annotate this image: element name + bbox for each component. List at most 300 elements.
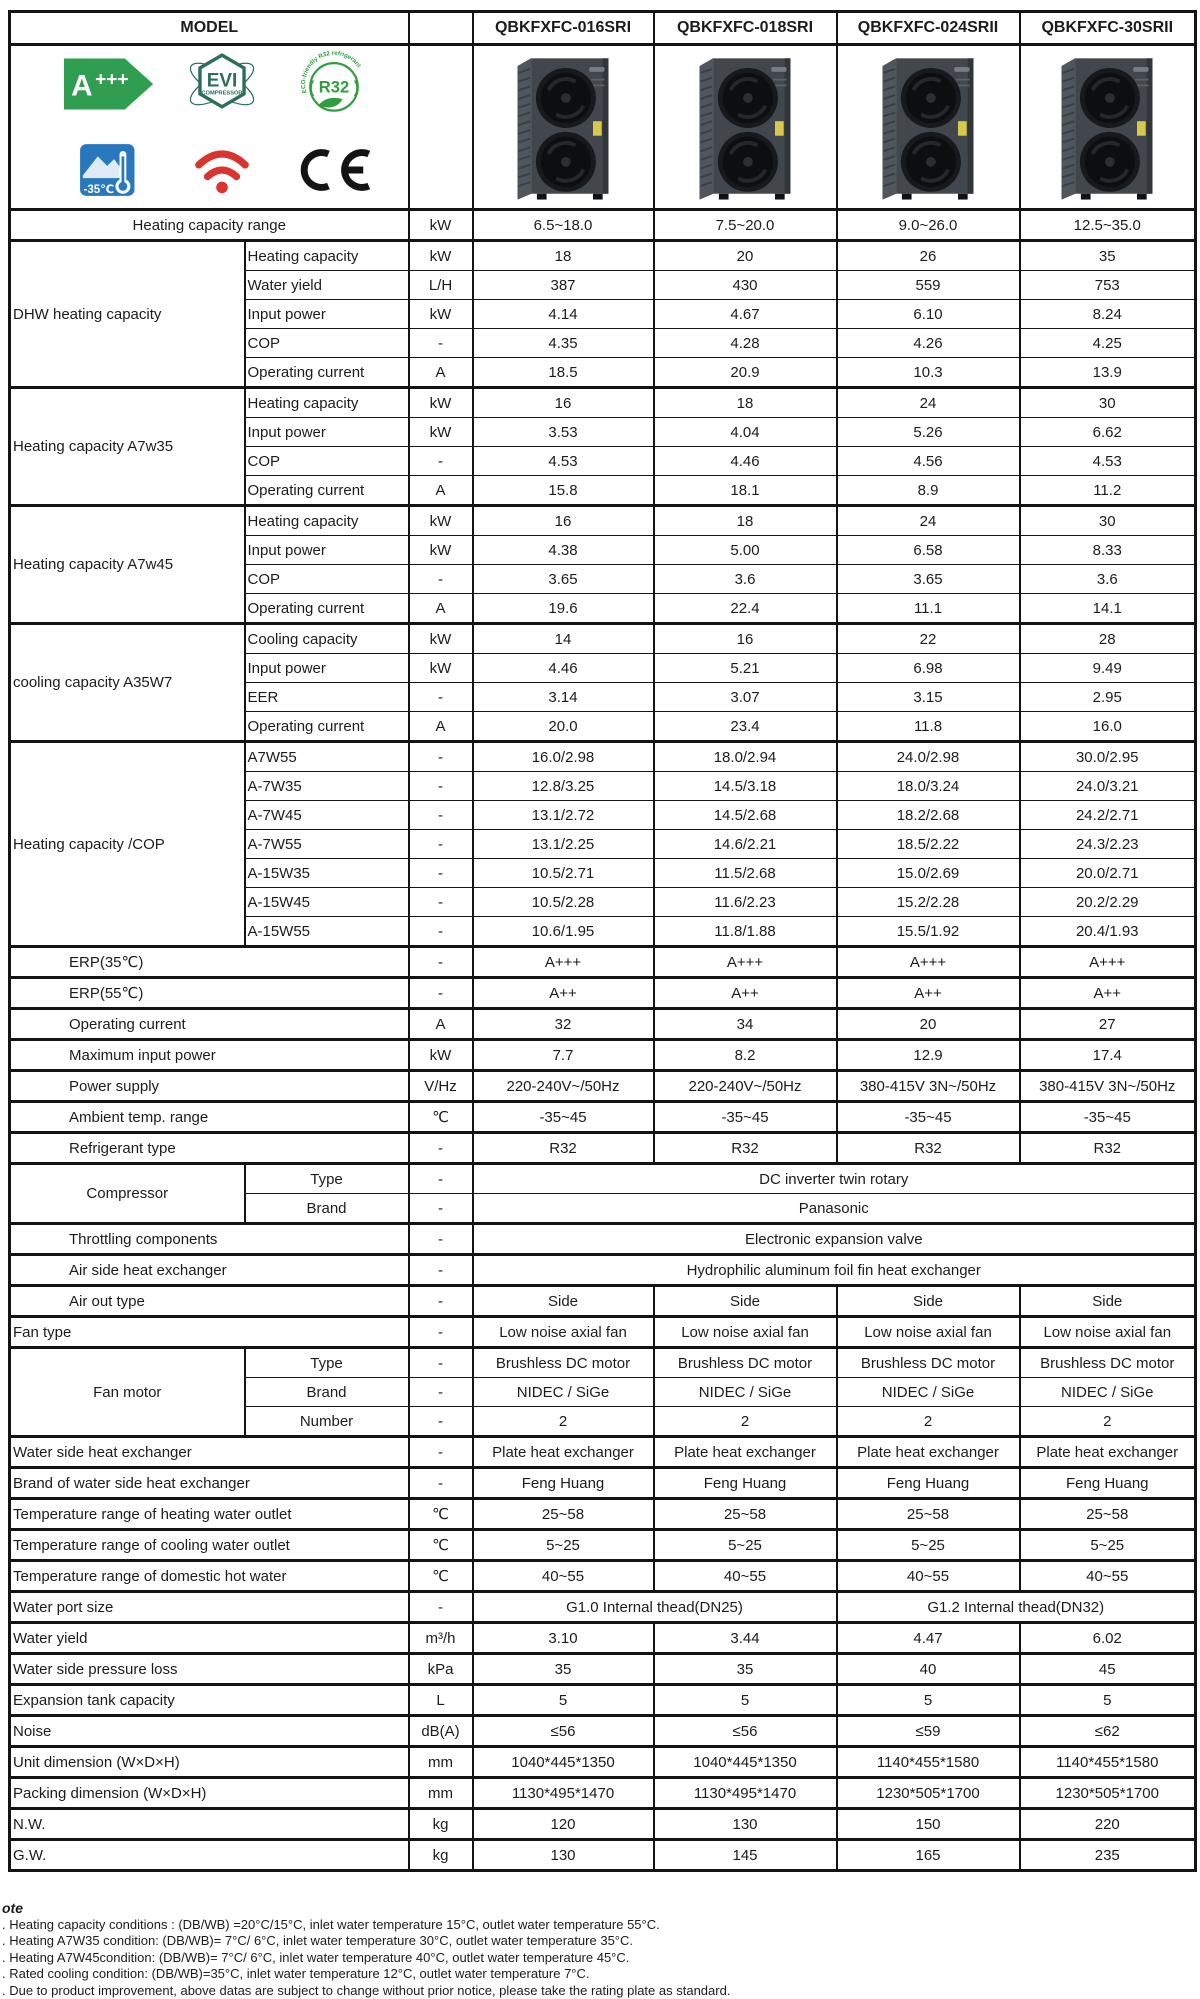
- spec-row: [10, 947, 1196, 978]
- row-label: Throttling components: [10, 1224, 409, 1255]
- value-cell: 10.5/2.28: [473, 888, 654, 917]
- value-cell: 11.1: [837, 594, 1020, 624]
- value-cell: 16.0/2.98: [473, 742, 654, 772]
- value-cell: 1140*455*1580: [837, 1747, 1020, 1778]
- row-label: ERP(55℃): [10, 978, 409, 1009]
- unit-cell: m³/h: [409, 1623, 473, 1654]
- value-cell: 4.25: [1020, 329, 1196, 358]
- model-header-row: [10, 12, 1196, 45]
- row-sublabel: Input power: [245, 654, 409, 683]
- svg-text:ECO-friendly R32 refrigerant: ECO-friendly R32 refrigerant: [300, 50, 362, 94]
- value-cell: 23.4: [654, 712, 837, 742]
- value-cell: A+++: [1020, 947, 1196, 978]
- unit-cell: -: [409, 772, 473, 801]
- value-cell: 9.0~26.0: [837, 210, 1020, 241]
- row-sublabel: COP: [245, 565, 409, 594]
- spec-row: [10, 1499, 1196, 1530]
- value-cell: 1040*445*1350: [654, 1747, 837, 1778]
- value-cell: NIDEC / SiGe: [654, 1378, 837, 1407]
- spec-row: [10, 1040, 1196, 1071]
- merged-value-cell: DC inverter twin rotary: [473, 1164, 1196, 1194]
- value-cell: Plate heat exchanger: [654, 1437, 837, 1468]
- row-sublabel: Heating capacity: [245, 241, 409, 271]
- product-photo-cell-0: [473, 45, 654, 210]
- value-cell: 28: [1020, 624, 1196, 654]
- value-cell: 18: [654, 506, 837, 536]
- row-label: G.W.: [10, 1840, 409, 1871]
- spec-row: [10, 1102, 1196, 1133]
- unit-cell: L: [409, 1685, 473, 1716]
- value-cell: 20.9: [654, 358, 837, 388]
- row-sublabel: Water yield: [245, 271, 409, 300]
- value-cell: 220-240V~/50Hz: [654, 1071, 837, 1102]
- value-cell: 2: [1020, 1407, 1196, 1437]
- value-cell: 8.9: [837, 476, 1020, 506]
- value-cell: A+++: [473, 947, 654, 978]
- value-cell: 10.3: [837, 358, 1020, 388]
- spec-row: [10, 1224, 1196, 1255]
- row-label: Power supply: [10, 1071, 409, 1102]
- row-label: N.W.: [10, 1809, 409, 1840]
- value-cell: 11.8: [837, 712, 1020, 742]
- value-cell: 34: [654, 1009, 837, 1040]
- footnote-line: . Heating capacity conditions : (DB/WB) =20°C/15°C, inlet water temperature 15°C, outlet water temperature 55°C.: [2, 1917, 1200, 1934]
- value-cell: 40: [837, 1654, 1020, 1685]
- value-cell: 130: [654, 1809, 837, 1840]
- value-cell: 380-415V 3N~/50Hz: [1020, 1071, 1196, 1102]
- spec-row: [10, 1778, 1196, 1809]
- value-cell: Low noise axial fan: [1020, 1317, 1196, 1348]
- energy-class-badge: [64, 58, 156, 114]
- spec-row: [10, 1071, 1196, 1102]
- unit-cell: -: [409, 1468, 473, 1499]
- model-name-0: QBKFXFC-016SRI: [473, 12, 654, 45]
- value-cell: 2: [837, 1407, 1020, 1437]
- row-label: Heating capacity range: [10, 210, 409, 241]
- value-cell: 14.6/2.21: [654, 830, 837, 859]
- value-cell: 1230*505*1700: [837, 1778, 1020, 1809]
- value-cell: Low noise axial fan: [654, 1317, 837, 1348]
- value-cell: Brushless DC motor: [473, 1348, 654, 1378]
- unit-cell: -: [409, 329, 473, 358]
- unit-cell: kW: [409, 506, 473, 536]
- value-cell: 18.5: [473, 358, 654, 388]
- value-cell: 6.98: [837, 654, 1020, 683]
- value-cell: 3.15: [837, 683, 1020, 712]
- spec-row: [10, 742, 1196, 772]
- value-cell: Plate heat exchanger: [837, 1437, 1020, 1468]
- value-cell: 4.04: [654, 418, 837, 447]
- value-cell: 22: [837, 624, 1020, 654]
- value-cell: 15.8: [473, 476, 654, 506]
- spec-row: [10, 1809, 1196, 1840]
- value-cell: 11.5/2.68: [654, 859, 837, 888]
- row-label: Water yield: [10, 1623, 409, 1654]
- value-cell: Low noise axial fan: [473, 1317, 654, 1348]
- ce-badge: [295, 147, 373, 197]
- value-cell: 1130*495*1470: [654, 1778, 837, 1809]
- evi-compressor-badge: [184, 46, 260, 126]
- value-cell: 18.1: [654, 476, 837, 506]
- unit-cell: -: [409, 801, 473, 830]
- unit-cell: -: [409, 1286, 473, 1317]
- row-label: Brand of water side heat exchanger: [10, 1468, 409, 1499]
- unit-cell: V/Hz: [409, 1071, 473, 1102]
- row-sublabel: Brand: [245, 1194, 409, 1224]
- value-cell: 1230*505*1700: [1020, 1778, 1196, 1809]
- value-cell: 25~58: [1020, 1499, 1196, 1530]
- value-cell: 3.07: [654, 683, 837, 712]
- value-cell: 27: [1020, 1009, 1196, 1040]
- value-cell: 4.14: [473, 300, 654, 329]
- row-label: Water side pressure loss: [10, 1654, 409, 1685]
- spec-row: [10, 1348, 1196, 1378]
- unit-cell: -: [409, 1133, 473, 1164]
- value-cell: 5.21: [654, 654, 837, 683]
- unit-cell: kW: [409, 210, 473, 241]
- unit-cell: dB(A): [409, 1716, 473, 1747]
- value-cell: 24.2/2.71: [1020, 801, 1196, 830]
- certification-badges-cell: [10, 45, 409, 210]
- energy-class-a-plus-icon: [64, 58, 156, 110]
- unit-cell: -: [409, 1194, 473, 1224]
- product-photo-cell-1: [654, 45, 837, 210]
- row-label: Water port size: [10, 1592, 409, 1623]
- value-cell: 15.5/1.92: [837, 917, 1020, 947]
- r32-refrigerant-icon: [298, 48, 370, 120]
- value-cell: 20.2/2.29: [1020, 888, 1196, 917]
- value-cell: 4.26: [837, 329, 1020, 358]
- value-cell: 7.7: [473, 1040, 654, 1071]
- group-label: DHW heating capacity: [10, 241, 245, 388]
- unit-cell: -: [409, 683, 473, 712]
- value-cell: 16.0: [1020, 712, 1196, 742]
- value-cell: 5~25: [837, 1530, 1020, 1561]
- value-cell: 3.6: [654, 565, 837, 594]
- spec-row: [10, 1747, 1196, 1778]
- spec-row: [10, 1317, 1196, 1348]
- value-cell: 35: [1020, 241, 1196, 271]
- unit-cell: -: [409, 830, 473, 859]
- unit-cell: -: [409, 1348, 473, 1378]
- value-cell: 5~25: [473, 1530, 654, 1561]
- value-cell: 9.49: [1020, 654, 1196, 683]
- value-cell: 2: [654, 1407, 837, 1437]
- spec-table-body: [10, 12, 1196, 1871]
- heat-pump-product-photo: [504, 53, 622, 201]
- row-sublabel: Operating current: [245, 476, 409, 506]
- row-sublabel: Input power: [245, 418, 409, 447]
- unit-cell: -: [409, 917, 473, 947]
- heat-pump-product-photo: [1048, 53, 1166, 201]
- value-cell: 6.62: [1020, 418, 1196, 447]
- value-cell: 5.26: [837, 418, 1020, 447]
- row-sublabel: Input power: [245, 300, 409, 329]
- footnote-line: . Rated cooling condition: (DB/WB)=35°C, inlet water temperature 12°C, outlet water temperature 7°C.: [2, 1966, 1200, 1983]
- product-photo-cell-2: [837, 45, 1020, 210]
- value-cell: ≤56: [654, 1716, 837, 1747]
- value-cell: A++: [654, 978, 837, 1009]
- group-label: Heating capacity A7w35: [10, 388, 245, 506]
- value-cell: 3.65: [473, 565, 654, 594]
- row-label: Fan type: [10, 1317, 409, 1348]
- merged-value-cell: G1.2 Internal thead(DN32): [837, 1592, 1196, 1623]
- value-cell: 26: [837, 241, 1020, 271]
- value-cell: 25~58: [837, 1499, 1020, 1530]
- row-label: Noise: [10, 1716, 409, 1747]
- svg-text:-35℃: -35℃: [84, 184, 115, 196]
- unit-cell: kPa: [409, 1654, 473, 1685]
- value-cell: 24: [837, 506, 1020, 536]
- unit-cell: -: [409, 1164, 473, 1194]
- value-cell: ≤56: [473, 1716, 654, 1747]
- row-label: Operating current: [10, 1009, 409, 1040]
- value-cell: 130: [473, 1840, 654, 1871]
- row-sublabel: A-7W35: [245, 772, 409, 801]
- unit-cell: -: [409, 1378, 473, 1407]
- row-sublabel: Input power: [245, 536, 409, 565]
- value-cell: 30.0/2.95: [1020, 742, 1196, 772]
- unit-cell: kg: [409, 1809, 473, 1840]
- row-label: Temperature range of cooling water outlet: [10, 1530, 409, 1561]
- certification-badges: [13, 46, 406, 208]
- unit-cell: -: [409, 859, 473, 888]
- value-cell: 14.5/3.18: [654, 772, 837, 801]
- product-photo: [1023, 46, 1193, 208]
- value-cell: NIDEC / SiGe: [837, 1378, 1020, 1407]
- unit-cell: kW: [409, 300, 473, 329]
- value-cell: Feng Huang: [654, 1468, 837, 1499]
- value-cell: 4.53: [1020, 447, 1196, 476]
- value-cell: 24.0/3.21: [1020, 772, 1196, 801]
- value-cell: 30: [1020, 388, 1196, 418]
- value-cell: 753: [1020, 271, 1196, 300]
- value-cell: 150: [837, 1809, 1020, 1840]
- value-cell: 13.1/2.25: [473, 830, 654, 859]
- row-sublabel: Cooling capacity: [245, 624, 409, 654]
- unit-cell: mm: [409, 1778, 473, 1809]
- value-cell: 10.6/1.95: [473, 917, 654, 947]
- value-cell: 17.4: [1020, 1040, 1196, 1071]
- value-cell: 3.14: [473, 683, 654, 712]
- model-name-3: QBKFXFC-30SRII: [1020, 12, 1196, 45]
- spec-row: [10, 1561, 1196, 1592]
- unit-cell: kW: [409, 241, 473, 271]
- value-cell: -35~45: [1020, 1102, 1196, 1133]
- value-cell: A++: [473, 978, 654, 1009]
- unit-cell: -: [409, 742, 473, 772]
- value-cell: 15.0/2.69: [837, 859, 1020, 888]
- value-cell: 16: [654, 624, 837, 654]
- unit-cell: kW: [409, 654, 473, 683]
- model-header-label: MODEL: [10, 12, 409, 45]
- spec-row: [10, 1164, 1196, 1194]
- unit-cell: A: [409, 476, 473, 506]
- value-cell: 235: [1020, 1840, 1196, 1871]
- unit-cell: kW: [409, 624, 473, 654]
- value-cell: 7.5~20.0: [654, 210, 837, 241]
- value-cell: 16: [473, 388, 654, 418]
- unit-cell: -: [409, 888, 473, 917]
- row-sublabel: Operating current: [245, 358, 409, 388]
- value-cell: 5: [473, 1685, 654, 1716]
- value-cell: 40~55: [837, 1561, 1020, 1592]
- row-sublabel: Brand: [245, 1378, 409, 1407]
- spec-row: [10, 1286, 1196, 1317]
- value-cell: 35: [473, 1654, 654, 1685]
- merged-value-cell: G1.0 Internal thead(DN25): [473, 1592, 837, 1623]
- svg-text:A: A: [71, 69, 92, 102]
- value-cell: -35~45: [654, 1102, 837, 1133]
- value-cell: Feng Huang: [1020, 1468, 1196, 1499]
- value-cell: 24.3/2.23: [1020, 830, 1196, 859]
- value-cell: R32: [654, 1133, 837, 1164]
- unit-cell: -: [409, 1437, 473, 1468]
- value-cell: 12.5~35.0: [1020, 210, 1196, 241]
- value-cell: Feng Huang: [837, 1468, 1020, 1499]
- value-cell: 1140*455*1580: [1020, 1747, 1196, 1778]
- row-sublabel: EER: [245, 683, 409, 712]
- wifi-badge: [193, 145, 251, 199]
- value-cell: Low noise axial fan: [837, 1317, 1020, 1348]
- merged-value-cell: Panasonic: [473, 1194, 1196, 1224]
- value-cell: 3.10: [473, 1623, 654, 1654]
- value-cell: 14.1: [1020, 594, 1196, 624]
- value-cell: 16: [473, 506, 654, 536]
- spec-row: [10, 1685, 1196, 1716]
- r32-badge: [298, 48, 370, 124]
- value-cell: 5~25: [1020, 1530, 1196, 1561]
- value-cell: 25~58: [654, 1499, 837, 1530]
- row-sublabel: COP: [245, 447, 409, 476]
- heat-pump-product-photo: [686, 53, 804, 201]
- group-label: Heating capacity A7w45: [10, 506, 245, 624]
- unit-cell: -: [409, 978, 473, 1009]
- value-cell: 5: [654, 1685, 837, 1716]
- model-name-2: QBKFXFC-024SRII: [837, 12, 1020, 45]
- row-label: Maximum input power: [10, 1040, 409, 1071]
- value-cell: 3.44: [654, 1623, 837, 1654]
- value-cell: Side: [654, 1286, 837, 1317]
- merged-value-cell: Electronic expansion valve: [473, 1224, 1196, 1255]
- value-cell: 2.95: [1020, 683, 1196, 712]
- value-cell: 8.2: [654, 1040, 837, 1071]
- value-cell: 18.2/2.68: [837, 801, 1020, 830]
- value-cell: 387: [473, 271, 654, 300]
- ce-mark-icon: [295, 147, 373, 193]
- spec-row: [10, 1592, 1196, 1623]
- value-cell: R32: [837, 1133, 1020, 1164]
- heat-pump-product-photo: [869, 53, 987, 201]
- value-cell: 40~55: [1020, 1561, 1196, 1592]
- svg-text:EVI: EVI: [207, 70, 238, 91]
- value-cell: 40~55: [473, 1561, 654, 1592]
- value-cell: 2: [473, 1407, 654, 1437]
- value-cell: Plate heat exchanger: [1020, 1437, 1196, 1468]
- spec-row: [10, 210, 1196, 241]
- row-label: ERP(35℃): [10, 947, 409, 978]
- value-cell: A+++: [837, 947, 1020, 978]
- value-cell: 10.5/2.71: [473, 859, 654, 888]
- value-cell: 11.6/2.23: [654, 888, 837, 917]
- value-cell: 4.56: [837, 447, 1020, 476]
- unit-cell: ℃: [409, 1561, 473, 1592]
- row-sublabel: A-15W35: [245, 859, 409, 888]
- value-cell: 18.0/2.94: [654, 742, 837, 772]
- spec-row: [10, 624, 1196, 654]
- value-cell: 45: [1020, 1654, 1196, 1685]
- row-label: Temperature range of heating water outlet: [10, 1499, 409, 1530]
- value-cell: Feng Huang: [473, 1468, 654, 1499]
- value-cell: 6.10: [837, 300, 1020, 329]
- footnote-line: . Heating A7W35 condition: (DB/WB)= 7°C/ 6°C, inlet water temperature 30°C, outlet water temperature 35°C.: [2, 1933, 1200, 1950]
- value-cell: 24.0/2.98: [837, 742, 1020, 772]
- spec-row: [10, 1255, 1196, 1286]
- unit-cell: A: [409, 1009, 473, 1040]
- row-label: Air out type: [10, 1286, 409, 1317]
- unit-cell: ℃: [409, 1530, 473, 1561]
- spec-sheet: [0, 10, 1200, 1871]
- value-cell: 6.02: [1020, 1623, 1196, 1654]
- wifi-icon: [193, 145, 251, 195]
- spec-row: [10, 1654, 1196, 1685]
- value-cell: 380-415V 3N~/50Hz: [837, 1071, 1020, 1102]
- row-label: Expansion tank capacity: [10, 1685, 409, 1716]
- product-photo: [657, 46, 834, 208]
- value-cell: Side: [1020, 1286, 1196, 1317]
- value-cell: 4.46: [654, 447, 837, 476]
- unit-cell: -: [409, 447, 473, 476]
- value-cell: 13.9: [1020, 358, 1196, 388]
- row-label: Temperature range of domestic hot water: [10, 1561, 409, 1592]
- footnote-title: ote: [2, 1900, 1200, 1917]
- value-cell: 3.65: [837, 565, 1020, 594]
- value-cell: 24: [837, 388, 1020, 418]
- unit-cell: kW: [409, 418, 473, 447]
- value-cell: 5.00: [654, 536, 837, 565]
- value-cell: 3.53: [473, 418, 654, 447]
- value-cell: 5~25: [654, 1530, 837, 1561]
- spec-row: [10, 1623, 1196, 1654]
- value-cell: 220-240V~/50Hz: [473, 1071, 654, 1102]
- row-label: Water side heat exchanger: [10, 1437, 409, 1468]
- value-cell: 5: [837, 1685, 1020, 1716]
- row-sublabel: A7W55: [245, 742, 409, 772]
- value-cell: 20: [837, 1009, 1020, 1040]
- value-cell: 6.5~18.0: [473, 210, 654, 241]
- spec-row: [10, 1468, 1196, 1499]
- unit-cell: A: [409, 594, 473, 624]
- value-cell: 5: [1020, 1685, 1196, 1716]
- value-cell: Brushless DC motor: [1020, 1348, 1196, 1378]
- value-cell: 4.38: [473, 536, 654, 565]
- row-sublabel: A-15W55: [245, 917, 409, 947]
- unit-cell: -: [409, 947, 473, 978]
- value-cell: Side: [473, 1286, 654, 1317]
- value-cell: 4.67: [654, 300, 837, 329]
- value-cell: -35~45: [837, 1102, 1020, 1133]
- value-cell: 120: [473, 1809, 654, 1840]
- unit-cell: mm: [409, 1747, 473, 1778]
- value-cell: NIDEC / SiGe: [473, 1378, 654, 1407]
- footnote-line: . Due to product improvement, above datas are subject to change without prior notice, please take the rating plate as standard.: [2, 1983, 1200, 1999]
- value-cell: ≤62: [1020, 1716, 1196, 1747]
- value-cell: 20: [654, 241, 837, 271]
- row-sublabel: A-15W45: [245, 888, 409, 917]
- value-cell: Brushless DC motor: [654, 1348, 837, 1378]
- unit-cell: kW: [409, 388, 473, 418]
- value-cell: 22.4: [654, 594, 837, 624]
